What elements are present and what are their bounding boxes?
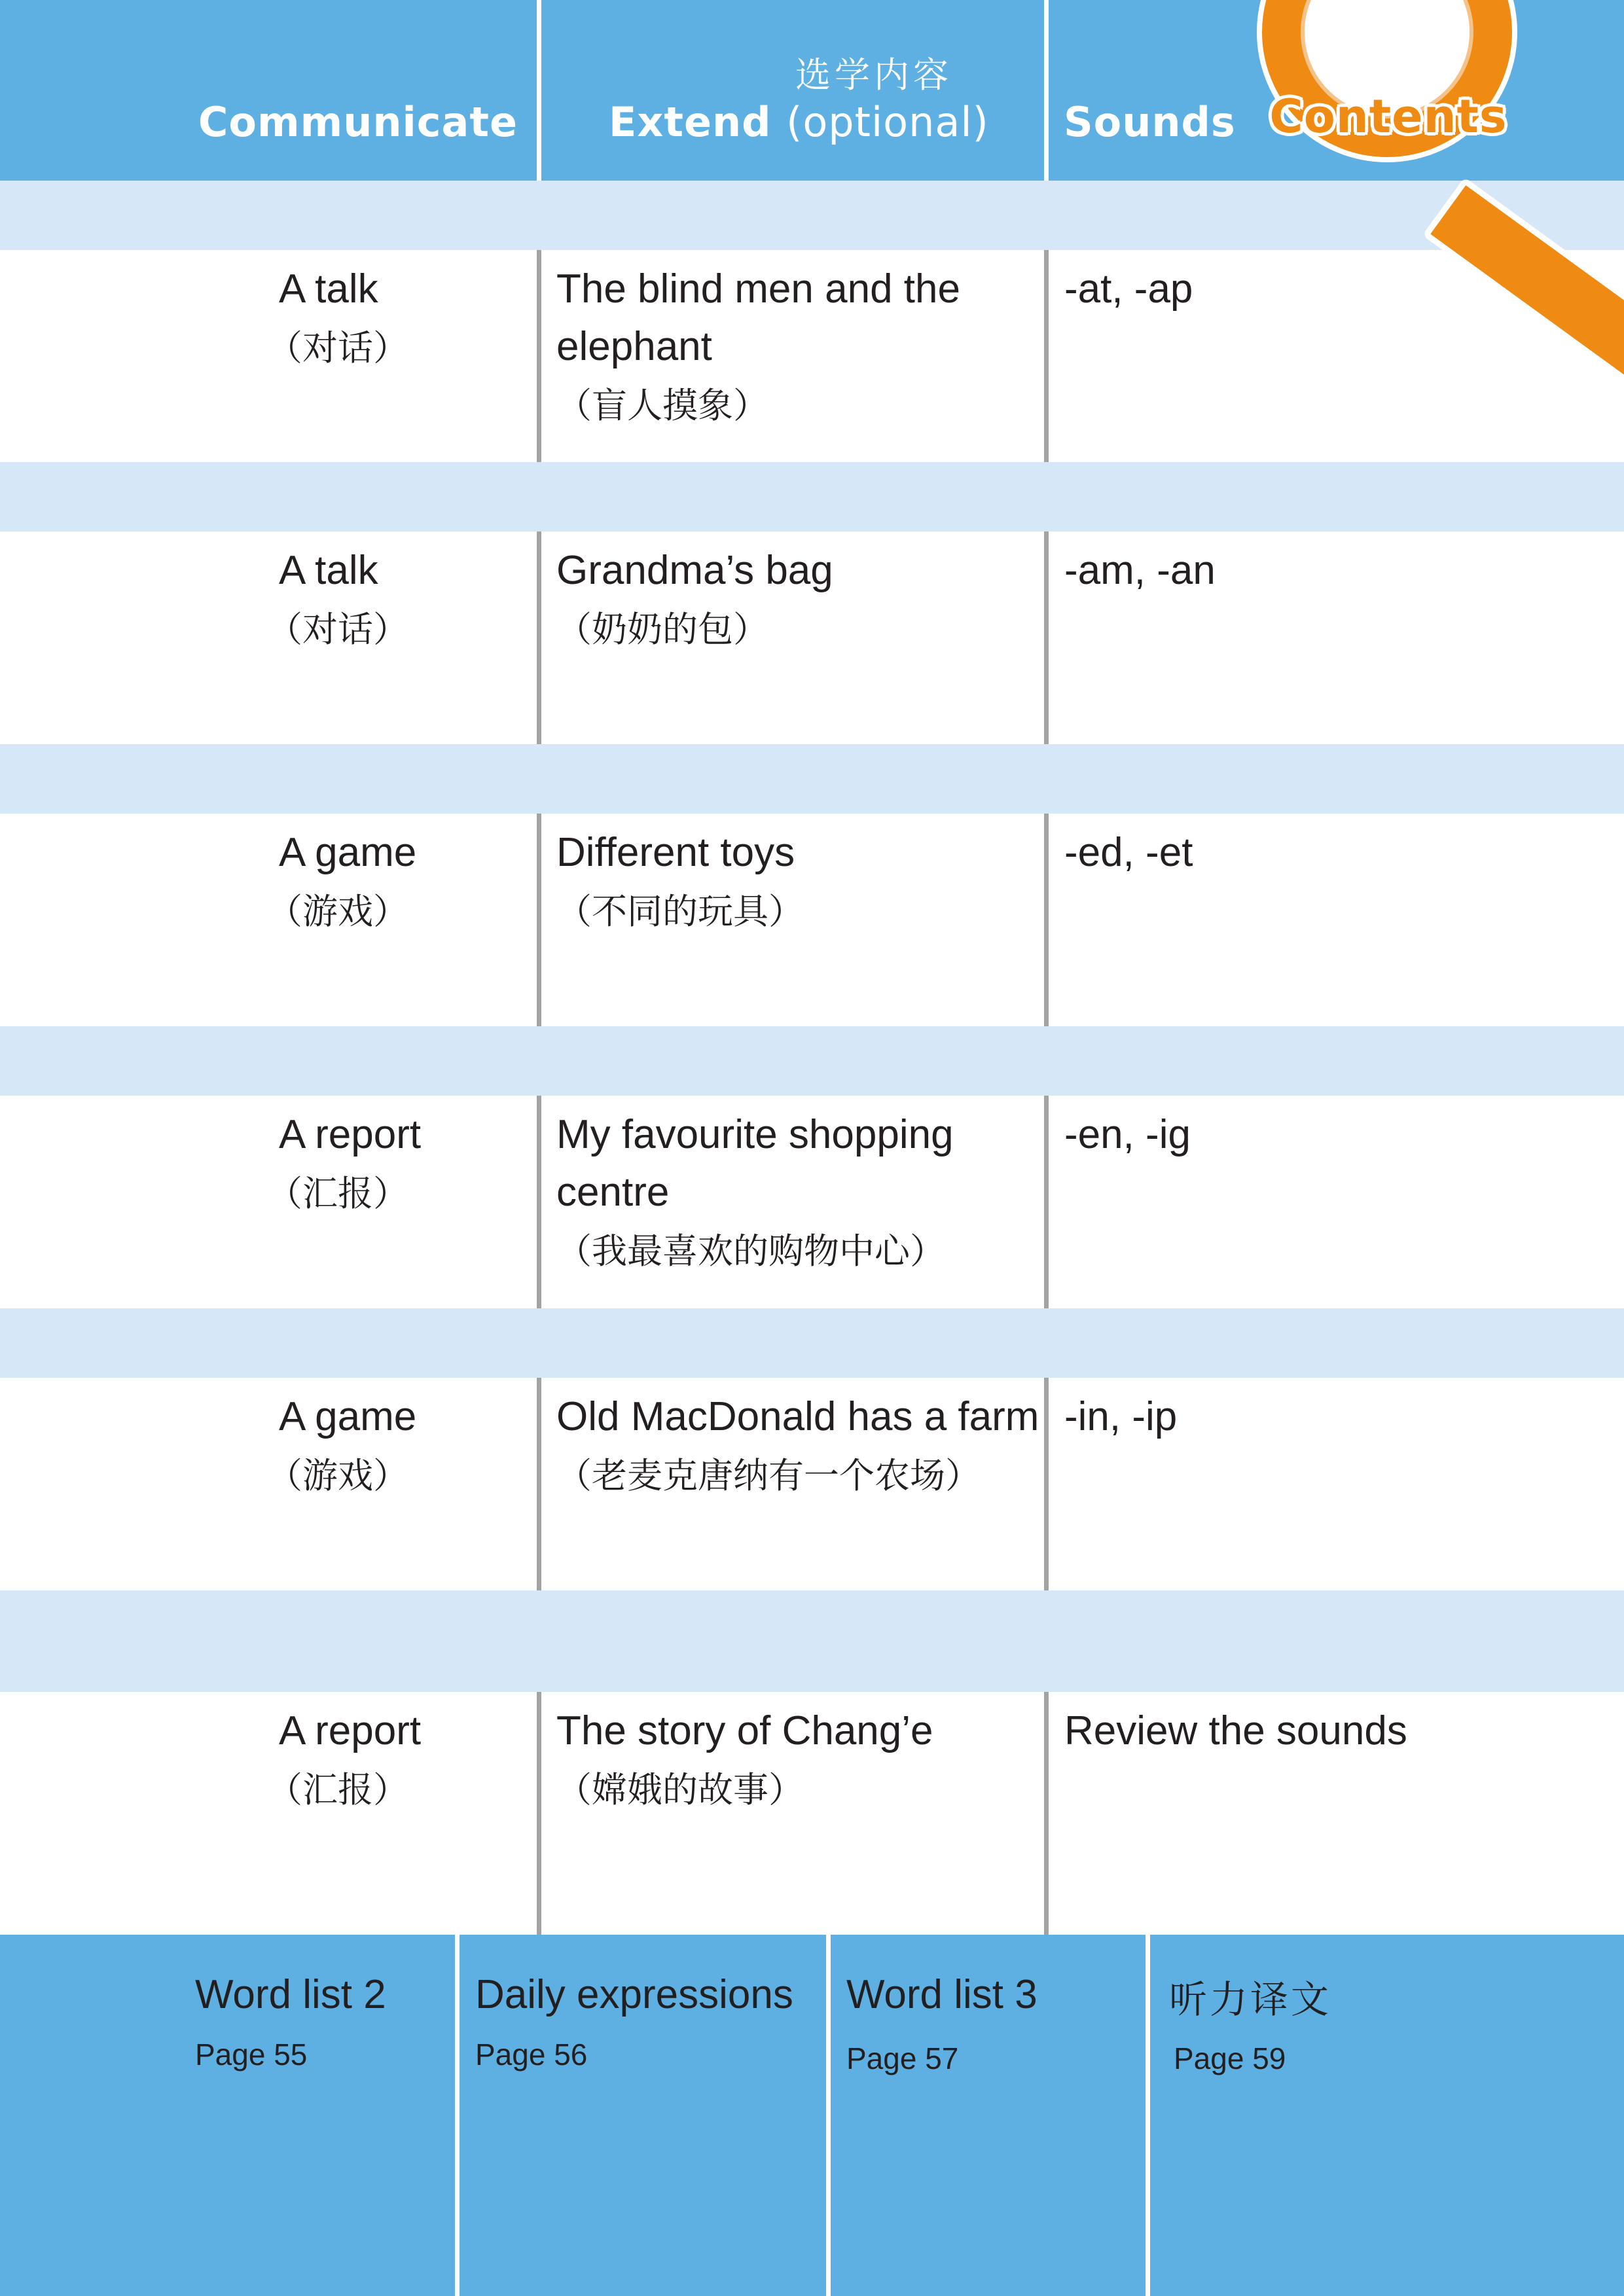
page-title: Contents	[1269, 90, 1507, 143]
table-row-3-communicate: A game （游戏）	[267, 830, 417, 932]
column-divider	[537, 1096, 541, 1308]
table-row-5-communicate: A game （游戏）	[267, 1394, 417, 1496]
footer-divider	[455, 1935, 460, 2296]
row-band	[0, 1026, 1624, 1096]
column-header-extend-cn: 选学内容	[795, 54, 952, 96]
column-divider	[537, 531, 541, 744]
column-divider	[1044, 814, 1049, 1026]
footer-item-page: Page 59	[1174, 2041, 1286, 2075]
table-row-2-sounds: -am, -an	[1064, 548, 1216, 593]
header-divider	[1044, 0, 1049, 181]
footer-item-title[interactable]: Daily expressions	[475, 1972, 793, 2017]
footer-divider	[1146, 1935, 1150, 2296]
column-header-communicate: Communicate	[198, 98, 518, 146]
column-divider	[537, 1692, 541, 1935]
footer-item-title[interactable]: Word list 2	[195, 1972, 386, 2017]
column-header-sounds: Sounds	[1064, 98, 1236, 146]
optional-label: (optional)	[786, 98, 989, 146]
footer-item-page: Page 57	[846, 2041, 959, 2075]
footer-divider	[826, 1935, 831, 2296]
table-row-1-extend: The blind men and the elephant （盲人摸象）	[556, 266, 960, 426]
header-divider	[537, 0, 541, 181]
table-row-1-communicate: A talk （对话）	[267, 266, 408, 368]
column-header-extend: Extend (optional)	[609, 98, 989, 146]
row-band	[0, 181, 1624, 250]
row-band	[0, 462, 1624, 531]
table-row-4-sounds: -en, -ig	[1064, 1112, 1191, 1157]
row-band	[0, 1590, 1624, 1692]
column-divider	[537, 250, 541, 462]
table-row-2-extend: Grandma’s bag （奶奶的包）	[556, 548, 833, 650]
table-row-6-extend: The story of Chang’e （嫦娥的故事）	[556, 1708, 933, 1810]
footer-item-page: Page 55	[195, 2037, 308, 2072]
table-row-3-extend: Different toys （不同的玩具）	[556, 830, 804, 932]
footer-item-page: Page 56	[475, 2037, 588, 2072]
footer-item-title[interactable]: 听力译文	[1169, 1977, 1332, 2022]
footer-item-title[interactable]: Word list 3	[846, 1972, 1038, 2017]
table-row-4-communicate: A report （汇报）	[267, 1112, 422, 1214]
column-divider	[1044, 1692, 1049, 1935]
column-divider	[1044, 531, 1049, 744]
table-row-5-extend: Old MacDonald has a farm （老麦克唐纳有一个农场）	[556, 1394, 1039, 1496]
table-row-5-sounds: -in, -ip	[1064, 1394, 1178, 1439]
row-band	[0, 1308, 1624, 1378]
column-divider	[537, 814, 541, 1026]
column-divider	[1044, 1378, 1049, 1590]
table-row-6-sounds: Review the sounds	[1064, 1708, 1407, 1753]
table-row-4-extend: My favourite shopping centre （我最喜欢的购物中心）	[556, 1112, 954, 1272]
row-band	[0, 744, 1624, 814]
table-row-3-sounds: -ed, -et	[1064, 830, 1193, 875]
table-row-6-communicate: A report （汇报）	[267, 1708, 422, 1810]
column-divider	[1044, 1096, 1049, 1308]
column-divider	[1044, 250, 1049, 462]
column-divider	[537, 1378, 541, 1590]
table-row-2-communicate: A talk （对话）	[267, 548, 408, 650]
table-row-1-sounds: -at, -ap	[1064, 266, 1193, 312]
